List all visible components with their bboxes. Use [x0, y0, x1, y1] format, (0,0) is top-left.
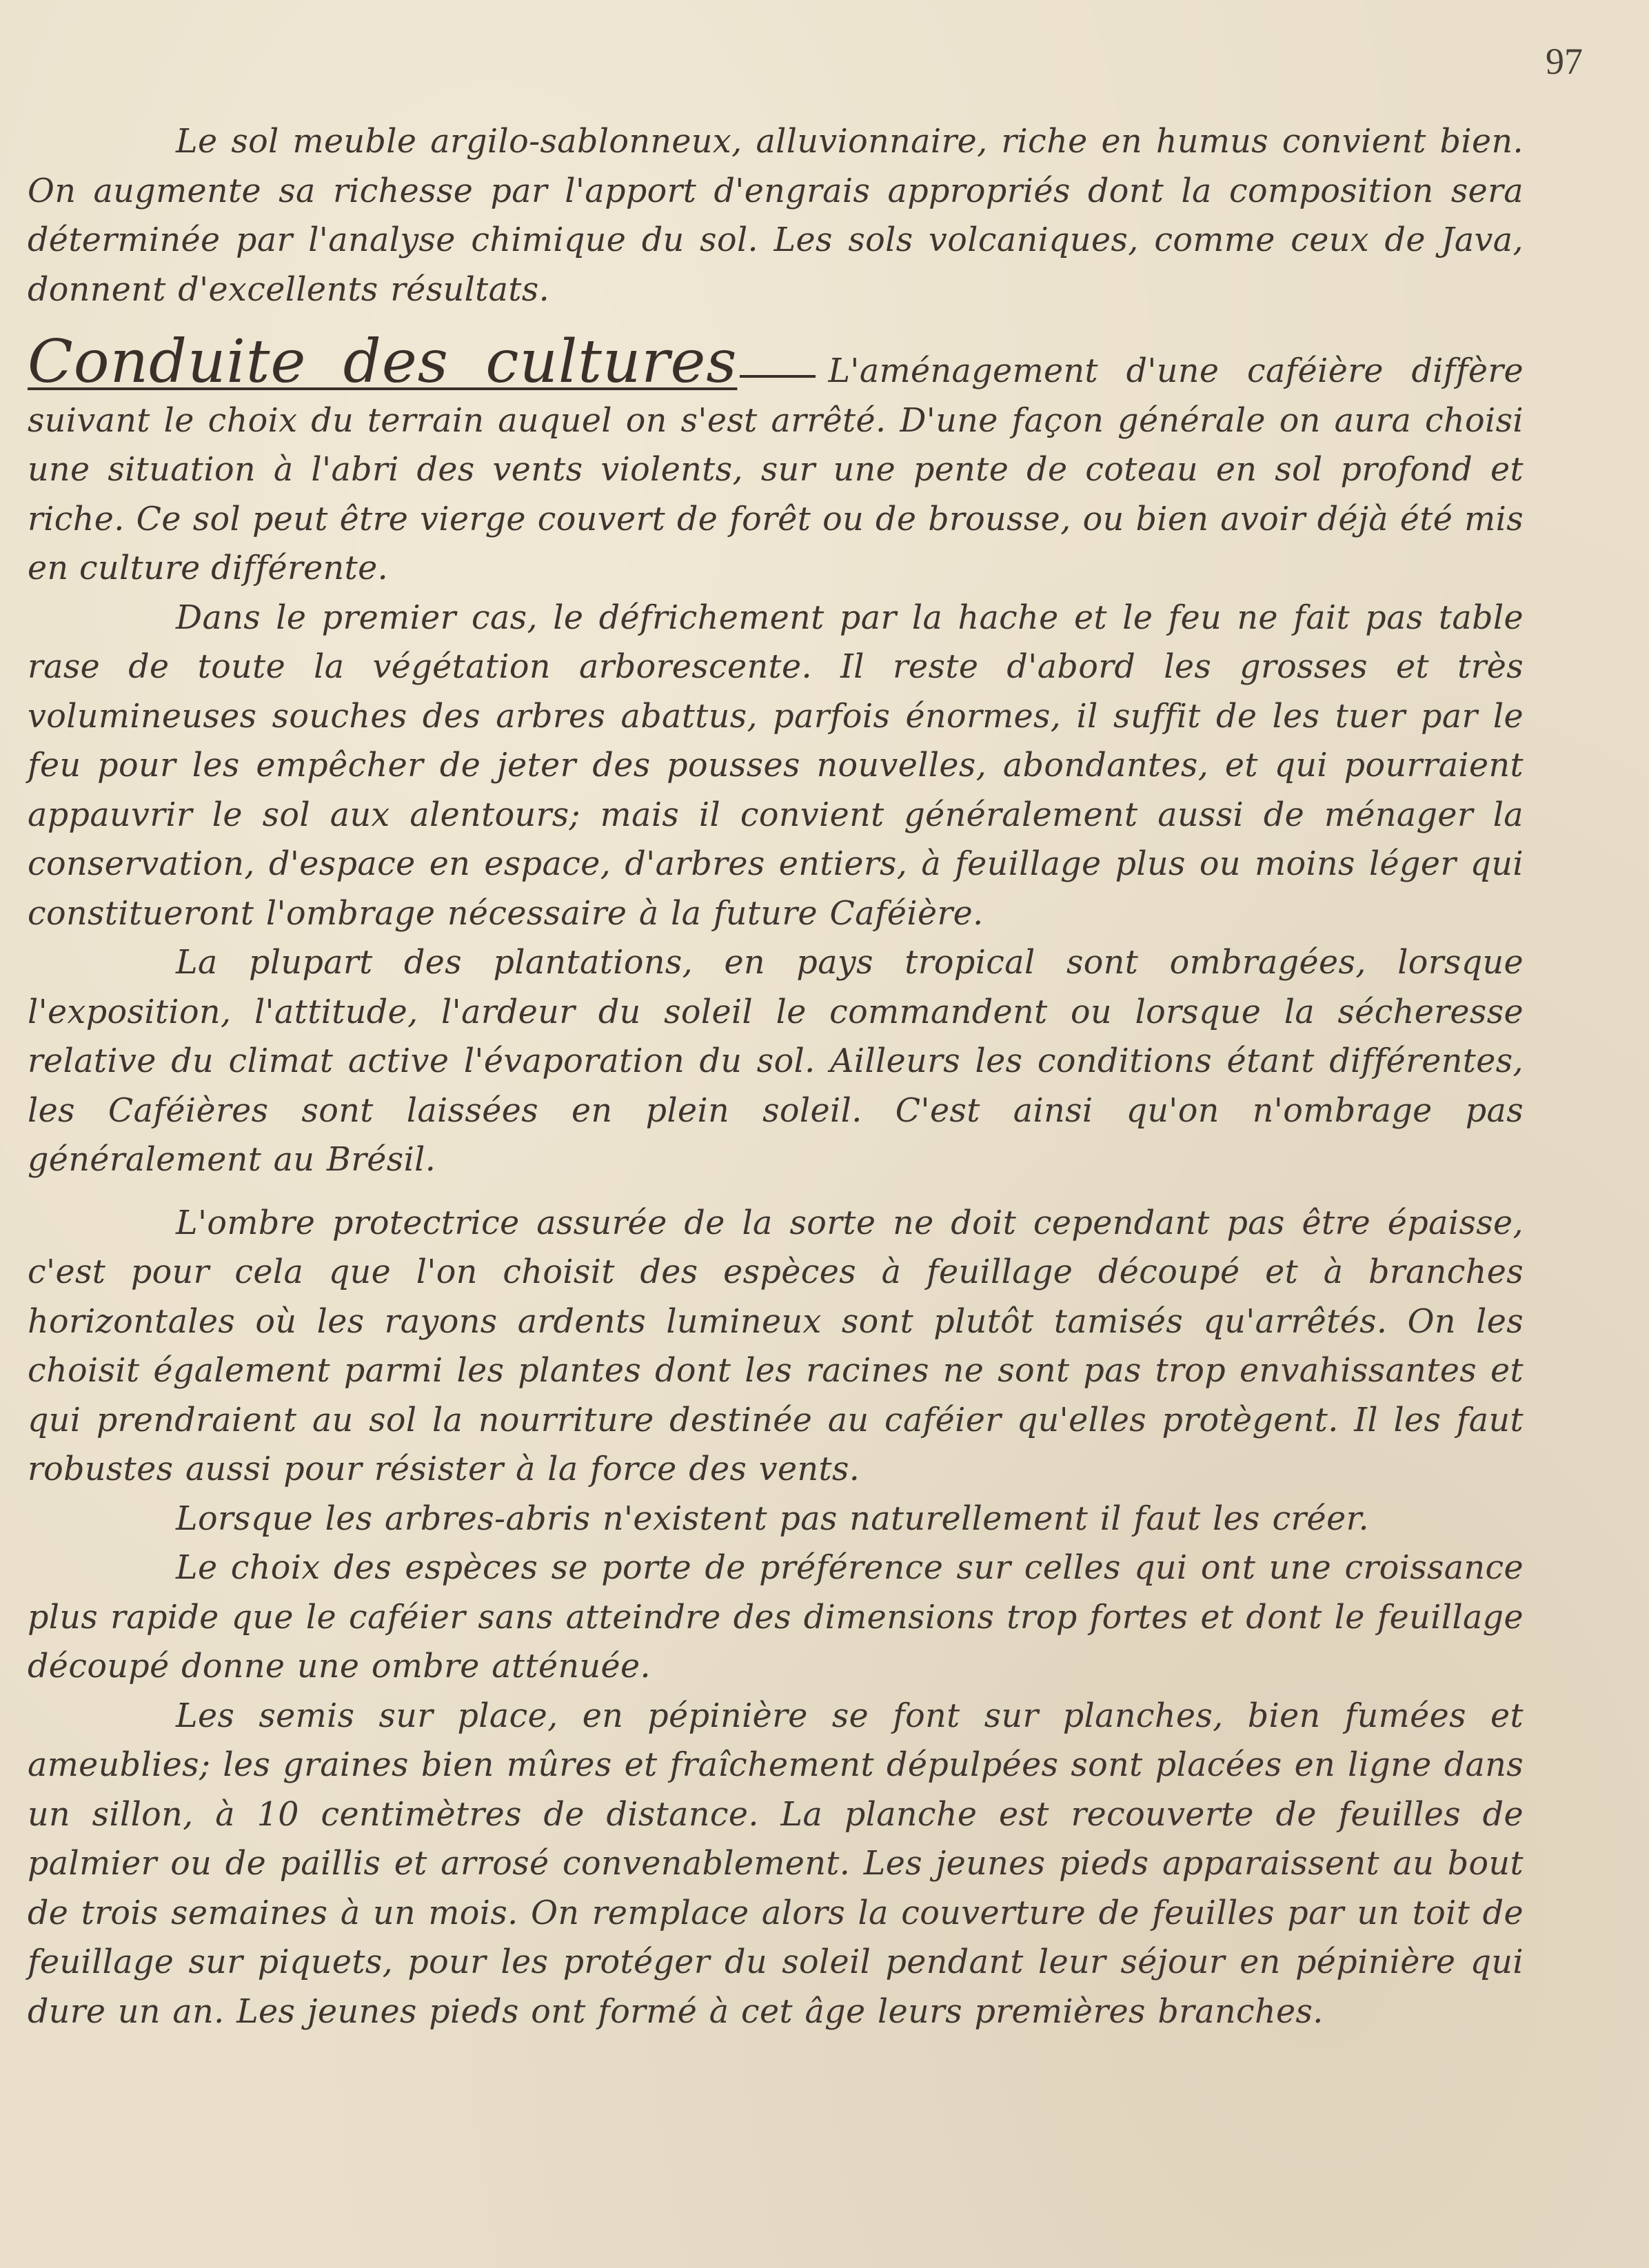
- paragraph-soil: Le sol meuble argilo-sablonneux, alluvionnaire, riche en humus convient bien. On augmente sa richesse par l'apport d'engrais appropriés dont la composition sera déterminée par l'analyse chimique du sol. Les sols volcaniques, comme ceux de Java, donnent d'excellents résultats.: [28, 123, 1524, 309]
- paragraph-protective-shade: L'ombre protectrice assurée de la sorte ne doit cependant pas être épaisse, c'est pour cela que l'on choisit des espèces à feuillage découpé et à branches horizontales où les rayons ardents lumineux sont plutôt tamisés qu'arrêtés. On les choisit également parmi les plantes dont les racines ne sont pas trop envahissantes et qui prendraient au sol la nourriture destinée au caféier qu'elles protègent. Il les faut robustes aussi pour résister à la force des vents.: [28, 1204, 1524, 1488]
- section-crop-management: [28, 327, 1524, 594]
- paragraph-species-choice: Le choix des espèces se porte de préférence sur celles qui ont une croissance plus rapide que le caféier sans atteindre des dimensions trop fortes et dont le feuillage découpé donne une ombre atténuée.: [28, 1549, 1524, 1685]
- paragraph-layout: L'aménagement d'une caféière diffère suivant le choix du terrain auquel on s'est arrêté. D'une façon générale on aura choisi une situation à l'abri des vents violents, sur une pente de coteau en sol profond et riche. Ce sol peut être vierge couvert de forêt ou de brousse, ou bien avoir déjà été mis en culture différente.: [28, 352, 1524, 587]
- heading-dash: [740, 375, 816, 378]
- paragraph-sowing: Les semis sur place, en pépinière se font sur planches, bien fumées et ameublies; les graines bien mûres et fraîchement dépulpées sont placées en ligne dans un sillon, à 10 centimètres de distance. La planche est recouverte de feuilles de palmier ou de paillis et arrosé convenablement. Les jeunes pieds apparaissent au bout de trois semaines à un mois. On remplace alors la couverture de feuilles par un toit de feuillage sur piquets, pour les protéger du soleil pendant leur séjour en pépinière qui dure un an. Les jeunes pieds ont formé à cet âge leurs premières branches.: [28, 1697, 1524, 2031]
- paragraph-shelter-trees: Lorsque les arbres-abris n'existent pas naturellement il faut les créer.: [176, 1499, 1369, 1538]
- paragraph-shading: La plupart des plantations, en pays tropical sont ombragées, lorsque l'exposition, l'attitude, l'ardeur du soleil le commandent ou lorsque la sécheresse relative du climat active l'évaporation du sol. Ailleurs les conditions étant différentes, les Caféières sont laissées en plein soleil. C'est ainsi qu'on n'ombrage pas généralement au Brésil.: [28, 944, 1524, 1179]
- paragraph-clearing: Dans le premier cas, le défrichement par la hache et le feu ne fait pas table rase de toute la végétation arborescente. Il reste d'abord les grosses et très volumineuses souches des arbres abattus, parfois énormes, il suffit de les tuer par le feu pour les empêcher de jeter des pousses nouvelles, abondantes, et qui pourraient appauvrir le sol aux alentours; mais il convient généralement aussi de ménager la conservation, d'espace en espace, d'arbres entiers, à feuillage plus ou moins léger qui constitueront l'ombrage nécessaire à la future Caféière.: [28, 598, 1524, 933]
- page-body: [28, 117, 1524, 2036]
- section-heading: Conduite des cultures: [28, 327, 738, 396]
- page-number: 97: [1546, 41, 1583, 82]
